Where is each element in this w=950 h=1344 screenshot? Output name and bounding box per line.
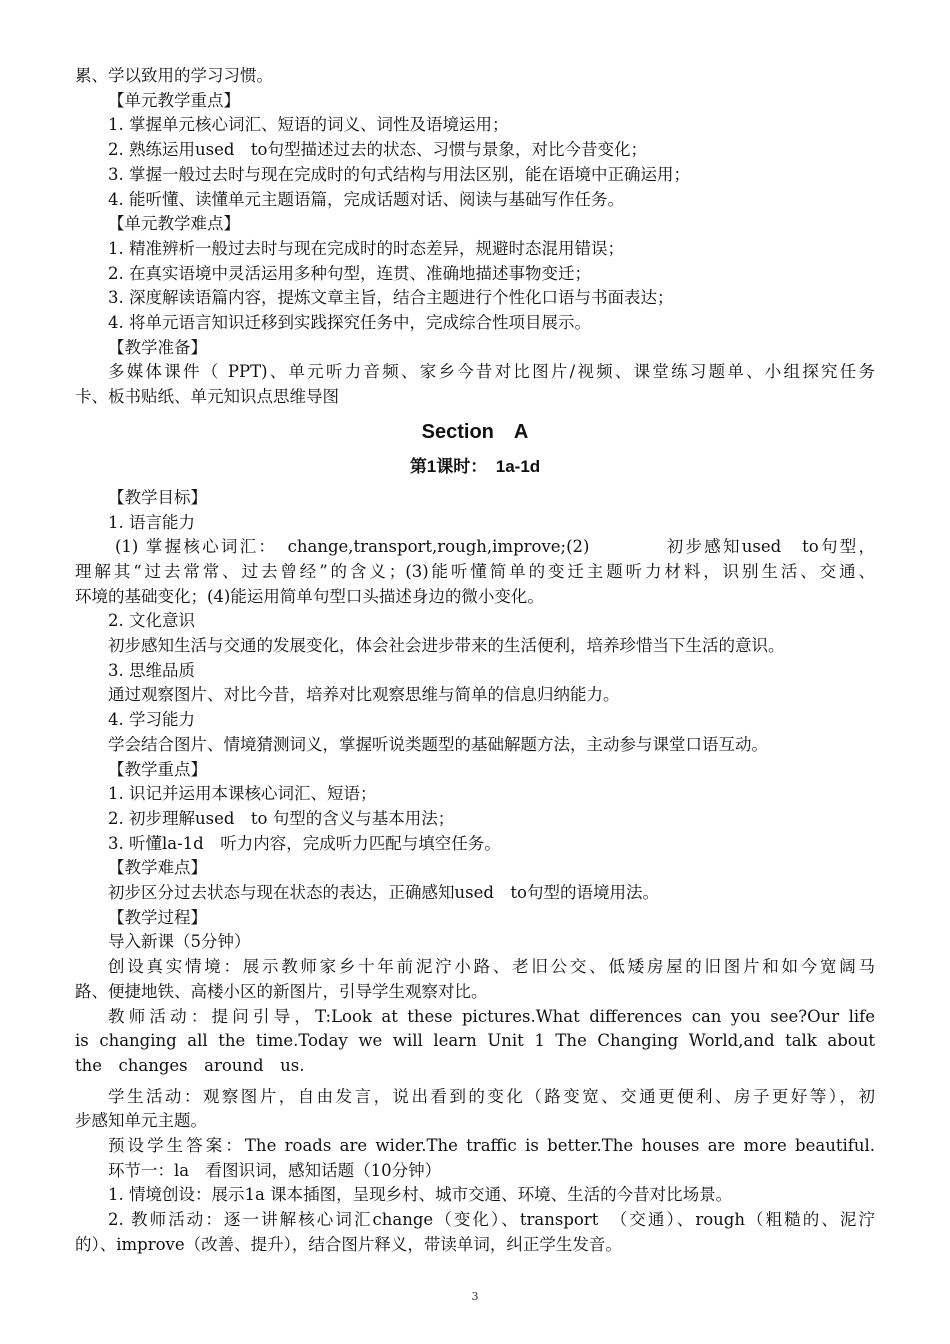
text-line-b03: (1) 掌握核心词汇： change,transport,rough,improve;(2) 初步感知used to句型， (115, 537, 875, 557)
text-line-l12: 【教学准备】 (108, 337, 207, 357)
text-line-b12: 【教学重点】 (108, 759, 207, 779)
text-line-b10: 4. 学习能力 (108, 710, 195, 730)
text-line-l10: 3. 深度解读语篇内容，提炼文章主旨，结合主题进行个性化口语与书面表达； (108, 288, 674, 308)
text-line-l01: 累、学以致用的学习习惯。 (75, 66, 273, 85)
document-page (75, 64, 875, 1258)
text-line-b11: 学会结合图片、情境猜测词义，掌握听说类题型的基础解题方法，主动参与课堂口语互动。 (108, 734, 768, 754)
text-line-b02: 1. 语言能力 (108, 512, 195, 532)
text-line-b09: 通过观察图片、对比今昔，培养对比观察思维与简单的信息归纳能力。 (108, 685, 620, 705)
text-line-b07: 初步感知生活与交通的发展变化，体会社会进步带来的生活便利，培养珍惜当下生活的意识。 (108, 636, 785, 656)
text-line-b21: 路、便捷地铁、高楼小区的新图片，引导学生观察对比。 (75, 981, 488, 1001)
text-line-b16: 【教学难点】 (108, 858, 207, 878)
text-line-l08: 1. 精准辨析一般过去时与现在完成时的时态差异，规避时态混用错误； (108, 238, 624, 258)
text-line-l04: 2. 熟练运用used to句型描述过去的状态、习惯与景象，对比今昔变化； (108, 140, 647, 160)
text-line-b06: 2. 文化意识 (108, 611, 195, 631)
text-line-t04: 环节一：la 看图识词，感知话题（10分钟） (108, 1160, 442, 1180)
text-line-b18: 【教学过程】 (108, 907, 207, 927)
text-line-b19: 导入新课（5分钟） (108, 932, 251, 952)
text-line-b01: 【教学目标】 (108, 487, 207, 507)
text-line-l03: 1. 掌握单元核心词汇、短语的词义、词性及语境运用； (108, 115, 509, 135)
text-line-t01: 学生活动：观察图片，自由发言，说出看到的变化（路变宽、交通更便利、房子更好等），初 (108, 1086, 875, 1106)
text-line-t05: 1. 情境创设：展示1a 课本插图，呈现乡村、城市交通、环境、生活的今昔对比场景。 (108, 1185, 733, 1205)
section-title: Section A (421, 420, 529, 443)
text-line-t07: 的）、improve（改善、提升），结合图片释义，带读单词，纠正学生发音。 (75, 1234, 622, 1254)
text-line-t02: 步感知单元主题。 (75, 1111, 207, 1131)
text-line-t03: 预设学生答案：The roads are wider.The traffic is better.The houses are more beautiful. (108, 1136, 875, 1156)
text-line-b23: is changing all the time.Today we will learn Unit 1 The Changing World,and talk about (75, 1031, 875, 1051)
text-line-b13: 1. 识记并运用本课核心词汇、短语； (108, 784, 377, 804)
text-line-b15: 3. 听懂la-1d 听力内容，完成听力匹配与填空任务。 (108, 833, 501, 853)
text-line-b14: 2. 初步理解used to 句型的含义与基本用法； (108, 808, 455, 828)
text-line-b22: 教师活动：提问引导，T:Look at these pictures.What differences can you see?Our life (108, 1006, 875, 1026)
text-line-l11: 4. 将单元语言知识迁移到实践探究任务中，完成综合性项目展示。 (108, 313, 591, 333)
text-line-t06: 2. 教师活动：逐一讲解核心词汇change（变化）、transport （交通）、rough（粗糙的、泥泞 (108, 1210, 875, 1230)
page-number: 3 (471, 1290, 479, 1303)
text-line-l06: 4. 能听懂、读懂单元主题语篇，完成话题对话、阅读与基础写作任务。 (108, 189, 624, 209)
text-line-b04: 理解其“过去常常、过去曾经”的含义；(3)能听懂简单的变迁主题听力材料，识别生活、交通、 (75, 561, 875, 581)
text-line-l09: 2. 在真实语境中灵活运用多种句型，连贯、准确地描述事物变迁； (108, 263, 591, 283)
text-line-b24: the changes around us. (75, 1055, 305, 1075)
text-line-l13: 多媒体课件（ PPT)、单元听力音频、家乡今昔对比图片/视频、课堂练习题单、小组探究任务 (108, 362, 875, 382)
text-line-b05: 环境的基础变化；(4)能运用简单句型口头描述身边的微小变化。 (75, 586, 544, 606)
text-line-l05: 3. 掌握一般过去时与现在完成时的句式结构与用法区别，能在语境中正确运用； (108, 164, 690, 184)
text-line-b08: 3. 思维品质 (108, 660, 195, 680)
unit-overview-block (75, 64, 875, 410)
text-line-b20: 创设真实情境：展示教师家乡十年前泥泞小路、老旧公交、低矮房屋的旧图片和如今宽阔马 (108, 957, 875, 977)
lesson-title: 第1课时： 1a-1d (409, 456, 541, 476)
text-line-l14: 卡、板书贴纸、单元知识点思维导图 (75, 387, 339, 407)
lesson-body-block (75, 486, 875, 1079)
text-line-l02: 【单元教学重点】 (108, 90, 240, 110)
text-line-b17: 初步区分过去状态与现在状态的表达，正确感知used to句型的语境用法。 (108, 883, 659, 903)
lesson-tail-block (75, 1085, 875, 1258)
text-line-l07: 【单元教学难点】 (108, 214, 240, 234)
